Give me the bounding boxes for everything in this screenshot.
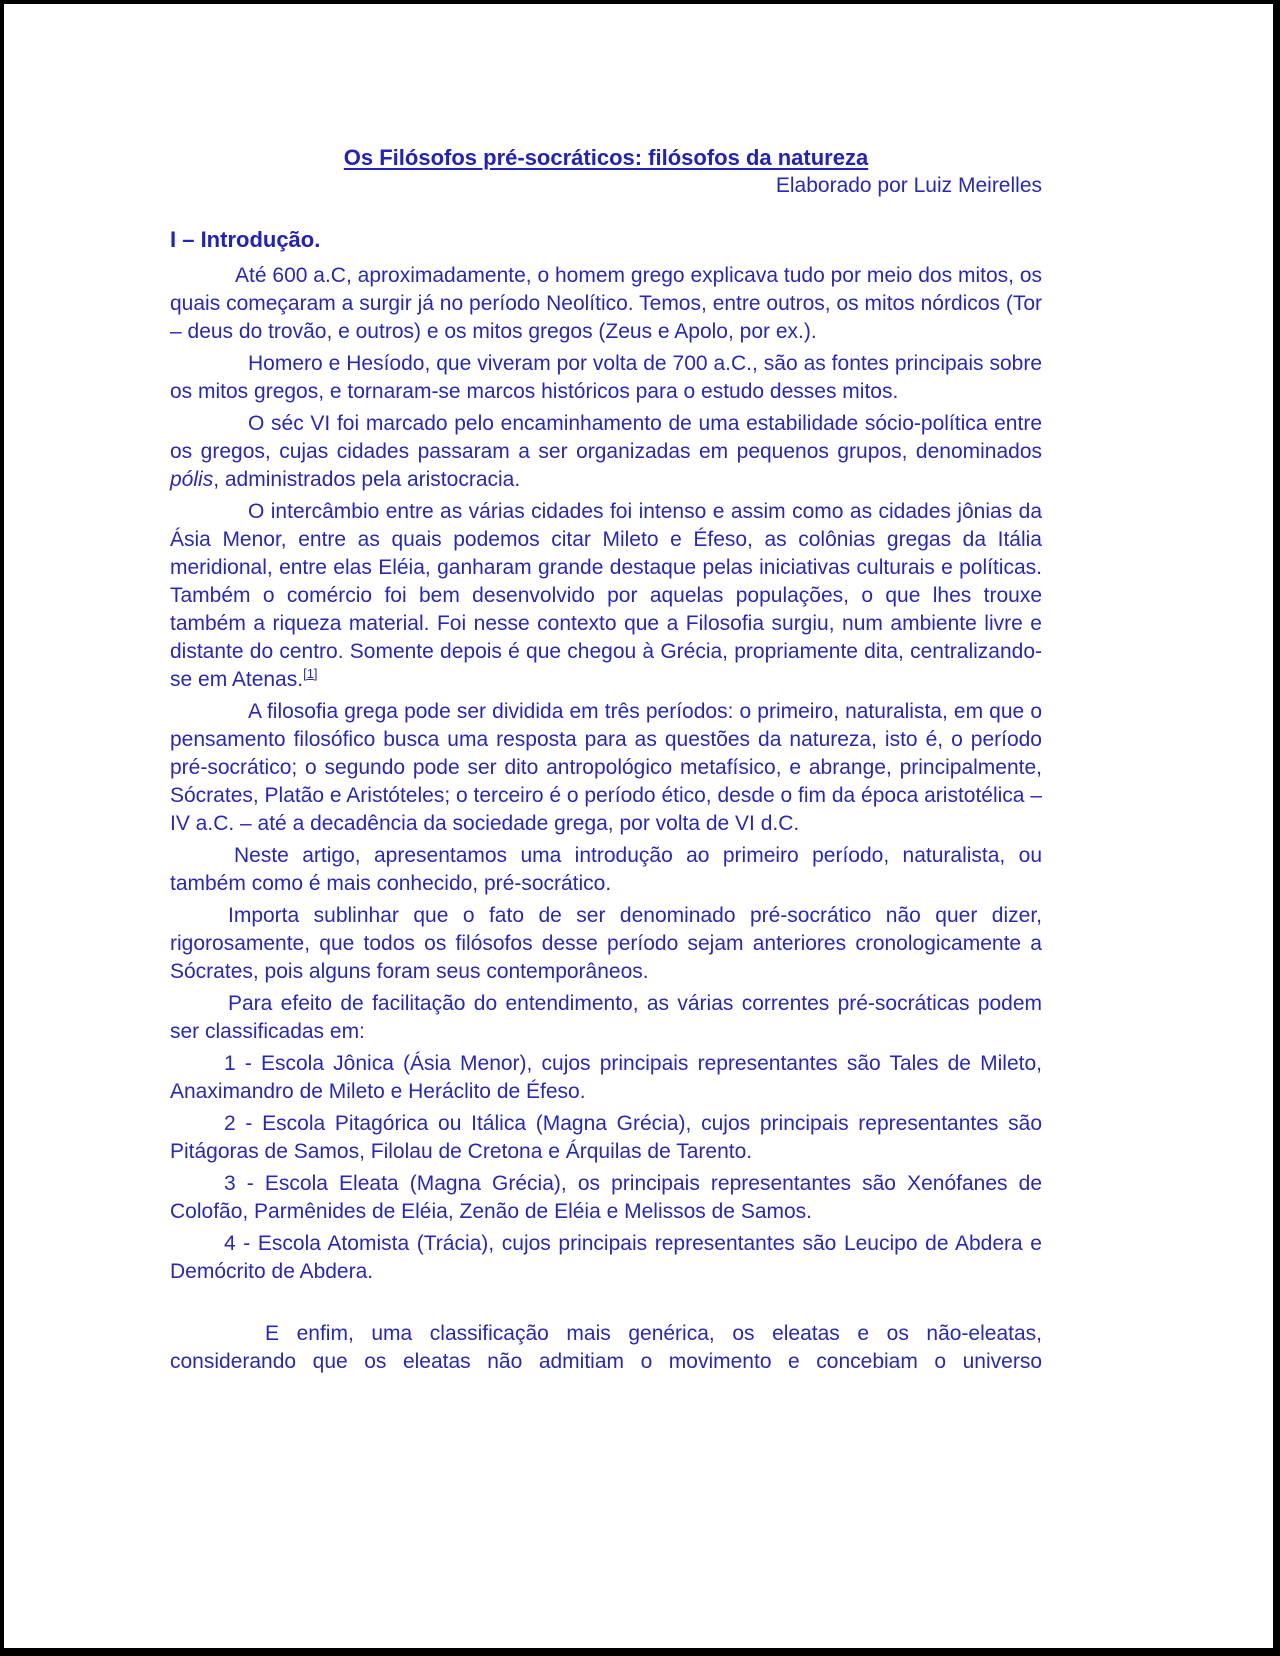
document-title: Os Filósofos pré-socráticos: filósofos da natureza: [343, 145, 869, 170]
paragraph-text-after-polis: , administrados pela aristocracia.: [213, 468, 521, 491]
paragraph-mitos: Até 600 a.C, aproximadamente, o homem grego explicava tudo por meio dos mitos, os quais começaram a surgir já no período Neolítico. Temos, entre outros, os mitos nórdicos (Tor – deus do trovão, e outros) e os mitos gregos (Zeus e Apolo, por ex.).: [170, 264, 1042, 343]
paragraph-para-efeito: Para efeito de facilitação do entendimento, as várias correntes pré-socráticas podem ser classificadas em:: [170, 992, 1042, 1043]
footnote-ref-1[interactable]: [1]: [303, 666, 318, 681]
list-item-escola-pitagorica: 2 - Escola Pitagórica ou Itálica (Magna Grécia), cujos principais representantes são Pitágoras de Samos, Filolau de Cretona e Árquilas de Tarento.: [170, 1112, 1042, 1163]
polis-italic-term: pólis: [170, 468, 214, 491]
paragraph-importa-sublinhar: Importa sublinhar que o fato de ser denominado pré-socrático não quer dizer, rigorosamente, que todos os filósofos desse período sejam anteriores cronologicamente a Sócrates, pois alguns foram seus contemporâneos.: [170, 904, 1042, 983]
list-item-escola-eleata: 3 - Escola Eleata (Magna Grécia), os principais representantes são Xenófanes de Colofão, Parmênides de Eléia, Zenão de Eléia e Melissos de Samos.: [170, 1172, 1042, 1223]
document-page: [4, 4, 1273, 1648]
paragraph-homero-hesiodo: Homero e Hesíodo, que viveram por volta de 700 a.C., são as fontes principais sobre os mitos gregos, e tornaram-se marcos históricos para o estudo desses mitos.: [170, 352, 1042, 403]
paragraph-intercambio: [170, 498, 1042, 694]
paragraph-tres-periodos: A filosofia grega pode ser dividida em três períodos: o primeiro, naturalista, em que o pensamento filosófico busca uma resposta para as questões da natureza, isto é, o período pré-socrático; o segundo pode ser dito antropológico metafísico, e abrange, principalmente, Sócrates, Platão e Aristóteles; o terceiro é o período ético, desde o fim da época aristotélica – IV a.C. – até a decadência da sociedade grega, por volta de VI d.C.: [170, 700, 1042, 835]
paragraph-neste-artigo: Neste artigo, apresentamos uma introdução ao primeiro período, naturalista, ou também como é mais conhecido, pré-socrático.: [170, 844, 1042, 895]
section-heading: I – Introdução.: [170, 227, 321, 252]
list-item-escola-jonica: 1 - Escola Jônica (Ásia Menor), cujos principais representantes são Tales de Mileto, Anaximandro de Mileto e Heráclito de Éfeso.: [170, 1052, 1042, 1103]
list-item-escola-atomista: 4 - Escola Atomista (Trácia), cujos principais representantes são Leucipo de Abdera e Demócrito de Abdera.: [170, 1232, 1042, 1283]
paragraph-eleatas-nao-eleatas: E enfim, uma classificação mais genérica, os eleatas e os não-eleatas, considerando que os eleatas não admitiam o movimento e concebiam o universo: [170, 1322, 1042, 1373]
paragraph-text-before-polis: O séc VI foi marcado pelo encaminhamento de uma estabilidade sócio-política entre os gregos, cujas cidades passaram a ser organizadas em pequenos grupos, denominados: [170, 412, 1042, 463]
paragraph-text: O intercâmbio entre as várias cidades foi intenso e assim como as cidades jônias da Ásia Menor, entre as quais podemos citar Mileto e Éfeso, as colônias gregas da Itália meridional, entre elas Eléia, ganharam grande destaque pelas iniciativas culturais e políticas. Também o comércio foi bem desenvolvido por aquelas populações, o que lhes trouxe também a riqueza material. Foi nesse contexto que a Filosofia surgiu, num ambiente livre e distante do centro. Somente depois é que chegou à Grécia, propriamente dita, centralizando-se em Atenas.: [170, 500, 1042, 691]
paragraph-sec-vi: [170, 410, 1042, 494]
document-byline: Elaborado por Luiz Meirelles: [775, 174, 1042, 197]
